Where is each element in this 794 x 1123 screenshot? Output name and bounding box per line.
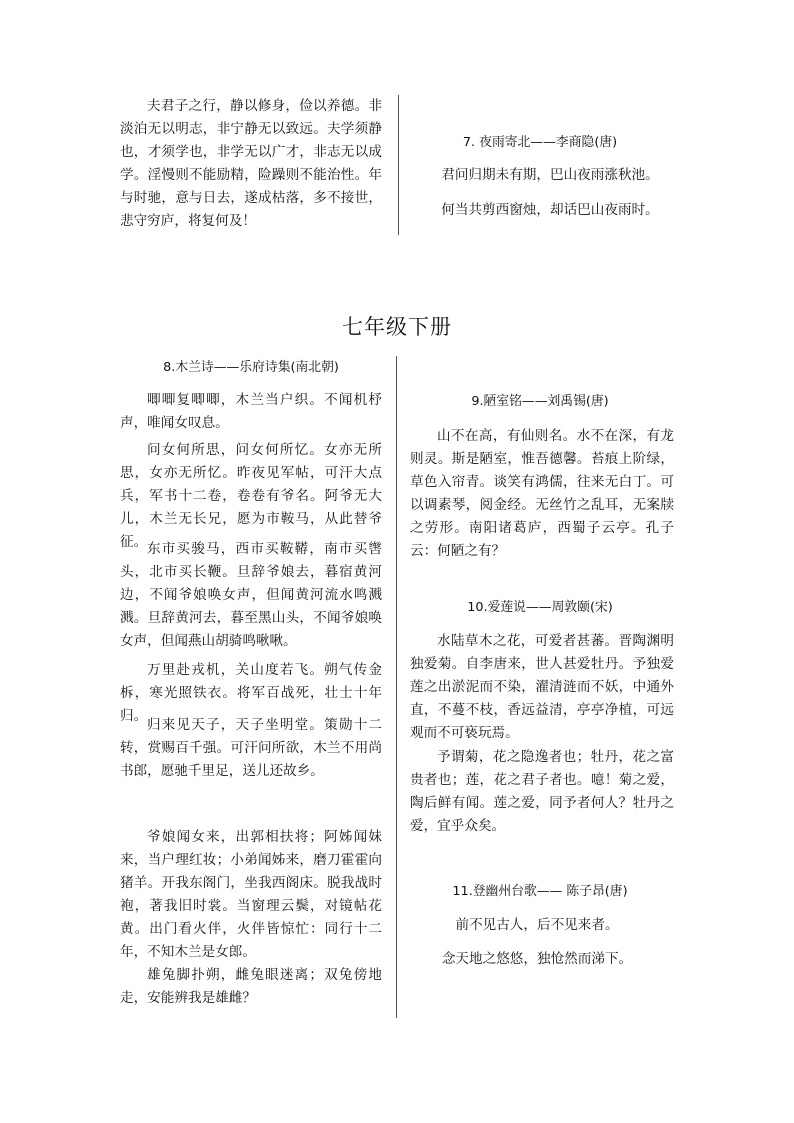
piece11-line-2: 念天地之悠悠，独怆然而涕下。 [441,951,633,967]
mulan-para-2: 问女何所思，问女何所忆。女亦无所思，女亦无所忆。昨夜见军帖，可汗大点兵，军书十二卷，卷卷有爷名。阿爷无大儿，木兰无长兄，愿为市鞍马，从此替爷征。 [120,442,382,550]
section-title: 七年级下册 [342,315,452,339]
piece10-para-1: 水陆草木之花，可爱者甚蕃。晋陶渊明独爱菊。自李唐来，世人甚爱牡丹。予独爱莲之出淤泥而不染，濯清涟而不妖，中通外直，不蔓不枝，香远益清，亭亭净植，可远观而不可亵玩焉。 [410,633,674,741]
poem7-title: 7. 夜雨寄北——李商隐(唐) [462,135,618,150]
piece11-line-1: 前不见古人，后不见来者。 [455,917,619,933]
mulan-para-1: 唧唧复唧唧，木兰当户织。不闻机杼声，唯闻女叹息。 [120,392,382,431]
top-divider [398,95,399,235]
piece10-title: 10.爱莲说——周敦颐(宋) [467,600,613,615]
mulan-para-5: 归来见天子，天子坐明堂。策勋十二转，赏赐百千强。可汗问所欲，木兰不用尚书郎，愿驰千里足，送儿还故乡。 [120,717,382,779]
column-divider [396,356,397,1018]
mulan-para-3: 东市买骏马，西市买鞍鞯，南市买辔头，北市买长鞭。旦辞爷娘去，暮宿黄河边，不闻爷娘唤女声，但闻黄河流水鸣溅溅。旦辞黄河去，暮至黑山头，不闻爷娘唤女声，但闻燕山胡骑鸣啾啾。 [120,541,382,649]
poem7-line-2: 何当共剪西窗烛，却话巴山夜雨时。 [441,202,659,218]
piece9-title: 9.陋室铭——刘禹锡(唐) [471,394,609,409]
top-left-paragraph: 夫君子之行，静以修身，俭以养德。非淡泊无以明志，非宁静无以致远。夫学须静也，才须学也，非学无以广才，非志无以成学。淫慢则不能励精，险躁则不能治性。年与时驰，意与日去，遂成枯落，多不接世，悲守穷庐，将复何及！ [120,98,382,229]
mulan-para-4: 万里赴戎机，关山度若飞。朔气传金柝，寒光照铁衣。将军百战死，壮士十年归。 [120,662,382,724]
poem7-line-1: 君问归期未有期，巴山夜雨涨秋池。 [441,167,659,183]
piece11-title: 11.登幽州台歌—— 陈子昂(唐) [452,884,628,899]
mulan-para-6: 爷娘闻女来，出郭相扶将；阿姊闻妹来，当户理红妆；小弟闻姊来，磨刀霍霍向猪羊。开我东阁门，坐我西阁床。脱我战时袍，著我旧时裳。当窗理云鬓，对镜帖花黄。出门看火伴，火伴皆惊忙：同行十二年，不知木兰是女郎。 [120,829,382,960]
piece9-paragraph: 山不在高，有仙则名。水不在深，有龙则灵。斯是陋室，惟吾德馨。苔痕上阶绿，草色入帘青。谈笑有鸿儒，往来无白丁。可以调素琴，阅金经。无丝竹之乱耳，无案牍之劳形。南阳诸葛庐，西蜀子云亭。孔子云：何陋之有？ [410,428,674,559]
mulan-para-7: 雄兔脚扑朔，雌兔眼迷离；双兔傍地走，安能辨我是雄雌？ [120,967,382,1006]
piece10-para-2: 予谓菊，花之隐逸者也；牡丹，花之富贵者也；莲，花之君子者也。噫！菊之爱，陶后鲜有闻。莲之爱，同予者何人？牡丹之爱，宜乎众矣。 [410,749,674,834]
mulan-title: 8.木兰诗——乐府诗集(南北朝) [163,360,339,375]
